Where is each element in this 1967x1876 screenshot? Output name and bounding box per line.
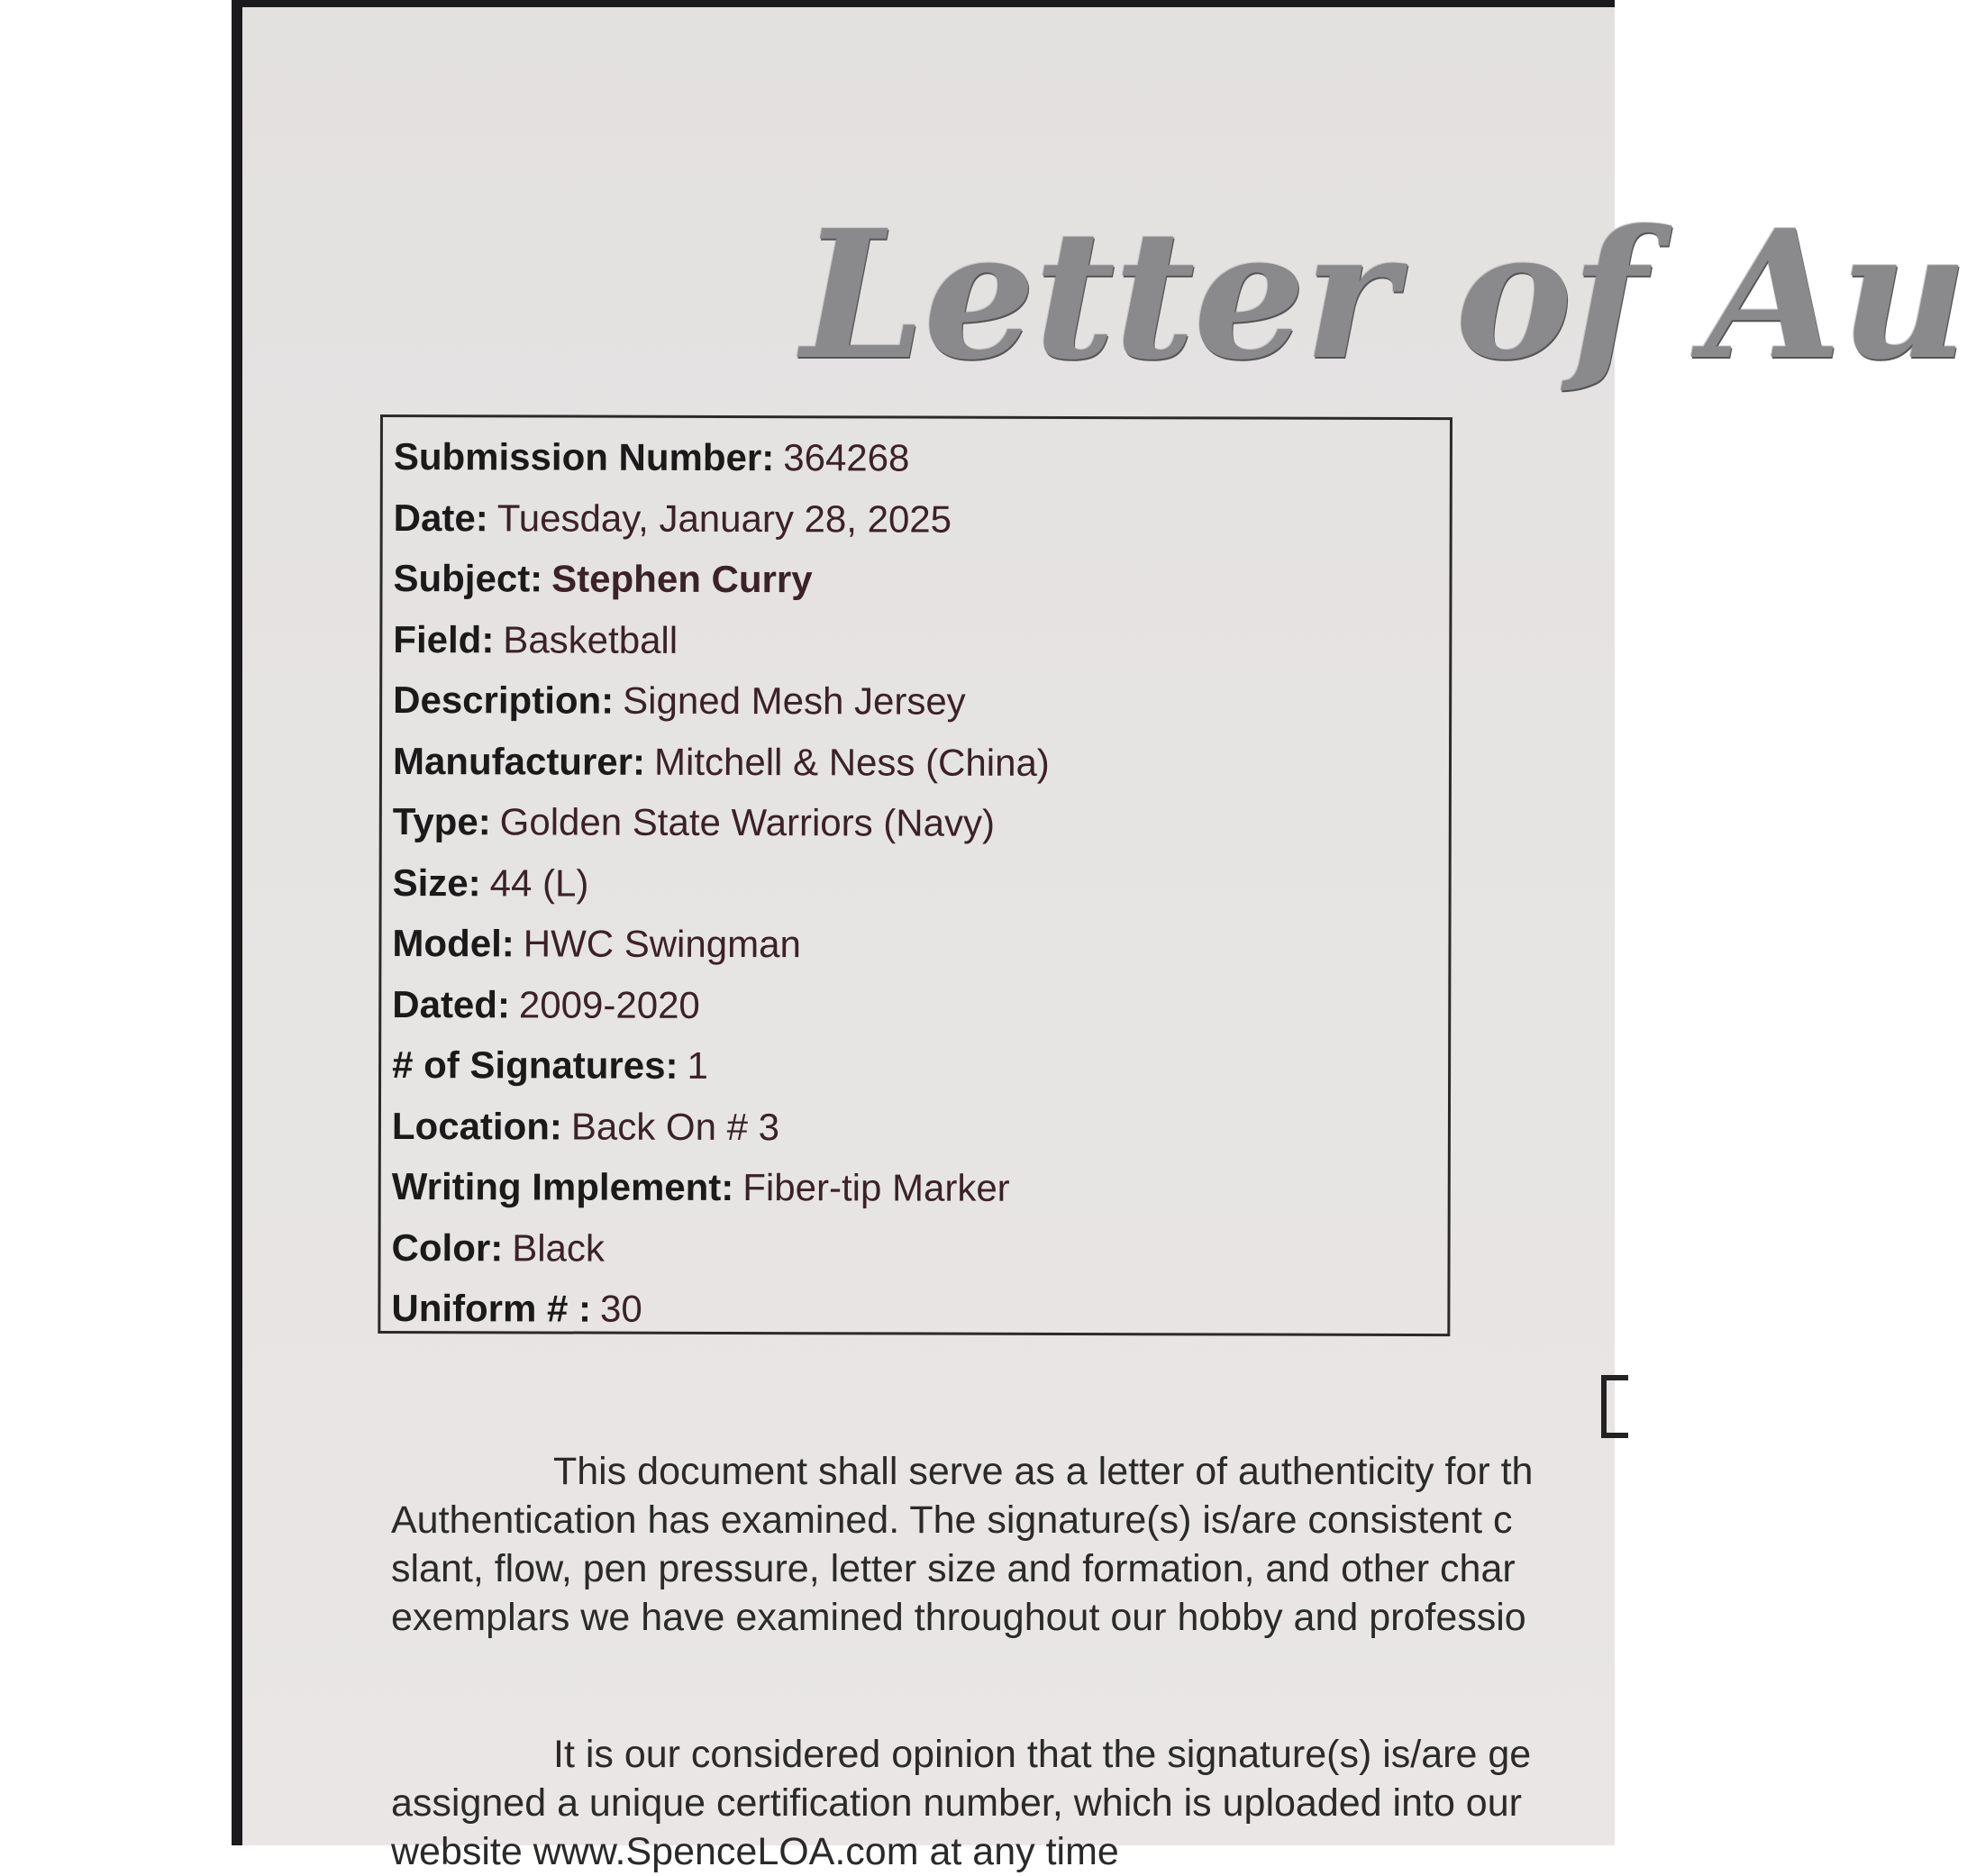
field-label: Model: [392, 922, 515, 965]
authenticity-paragraph [391, 1447, 1743, 1642]
field-row-subject [393, 548, 1449, 612]
field-row-date [394, 487, 1450, 551]
field-label: Subject: [393, 557, 543, 600]
field-value: 364268 [783, 436, 910, 479]
field-value: Mitchell & Ness (China) [653, 740, 1050, 784]
field-label: Location: [391, 1104, 562, 1148]
item-details-box [378, 414, 1452, 1336]
field-row-size [393, 852, 1449, 916]
field-label: Manufacturer: [392, 739, 646, 783]
field-row-field [393, 609, 1449, 673]
paragraph-line: Authentication has examined. The signature(s) is/are consistent c [391, 1498, 1513, 1542]
field-row-model [392, 913, 1448, 977]
field-label: Description: [393, 678, 615, 722]
field-value: 1 [687, 1043, 708, 1087]
field-row-writing-implement [392, 1156, 1448, 1220]
field-label: Dated: [392, 982, 511, 1025]
field-label: Uniform # : [391, 1287, 592, 1330]
field-row-signature-count [392, 1034, 1448, 1098]
field-value: Signed Mesh Jersey [623, 678, 966, 723]
field-label: # of Signatures: [392, 1043, 678, 1087]
field-value: 44 (L) [489, 861, 589, 905]
field-value: Golden State Warriors (Navy) [499, 800, 996, 844]
paragraph-line: exemplars we have examined throughout our hobby and professio [391, 1596, 1526, 1639]
field-row-location [392, 1096, 1448, 1160]
field-value: Stephen Curry [551, 557, 813, 601]
field-row-uniform-number [391, 1278, 1447, 1342]
document-photo [232, 0, 1967, 1873]
field-value: Tuesday, January 28, 2025 [496, 496, 952, 541]
field-value: 2009-2020 [518, 982, 700, 1026]
field-value: HWC Swingman [523, 922, 801, 966]
paragraph-line: This document shall serve as a letter of authenticity for th [553, 1450, 1534, 1493]
field-value: Basketball [503, 617, 678, 661]
box-outline-fragment [1601, 1375, 1628, 1438]
paragraph-line: slant, flow, pen pressure, letter size and formation, and other char [391, 1547, 1516, 1590]
field-value: Black [512, 1225, 606, 1270]
field-row-submission-number [394, 426, 1450, 490]
field-value: Fiber-tip Marker [742, 1166, 1010, 1209]
field-value: 30 [600, 1287, 642, 1330]
field-label: Writing Implement: [391, 1165, 734, 1209]
field-label: Field: [393, 617, 495, 660]
field-row-manufacturer [393, 731, 1449, 795]
field-label: Color: [391, 1225, 504, 1269]
opinion-paragraph [391, 1730, 1743, 1876]
field-row-color [391, 1217, 1447, 1281]
paragraph-line: assigned a unique certification number, which is uploaded into our [391, 1781, 1522, 1825]
field-label: Type: [392, 800, 491, 843]
letter-sheet [242, 7, 1967, 1873]
field-value: Back On # 3 [570, 1105, 780, 1148]
document-title: Letter of Au [801, 192, 1967, 399]
field-row-type [393, 791, 1449, 855]
field-label: Submission Number: [393, 435, 775, 479]
field-row-dated [392, 974, 1448, 1038]
field-label: Size: [392, 861, 481, 904]
field-row-description [393, 669, 1449, 733]
paragraph-line: website www.SpenceLOA.com at any time [391, 1830, 1119, 1873]
paragraph-line: It is our considered opinion that the signature(s) is/are ge [553, 1733, 1532, 1776]
field-label: Date: [393, 496, 488, 539]
